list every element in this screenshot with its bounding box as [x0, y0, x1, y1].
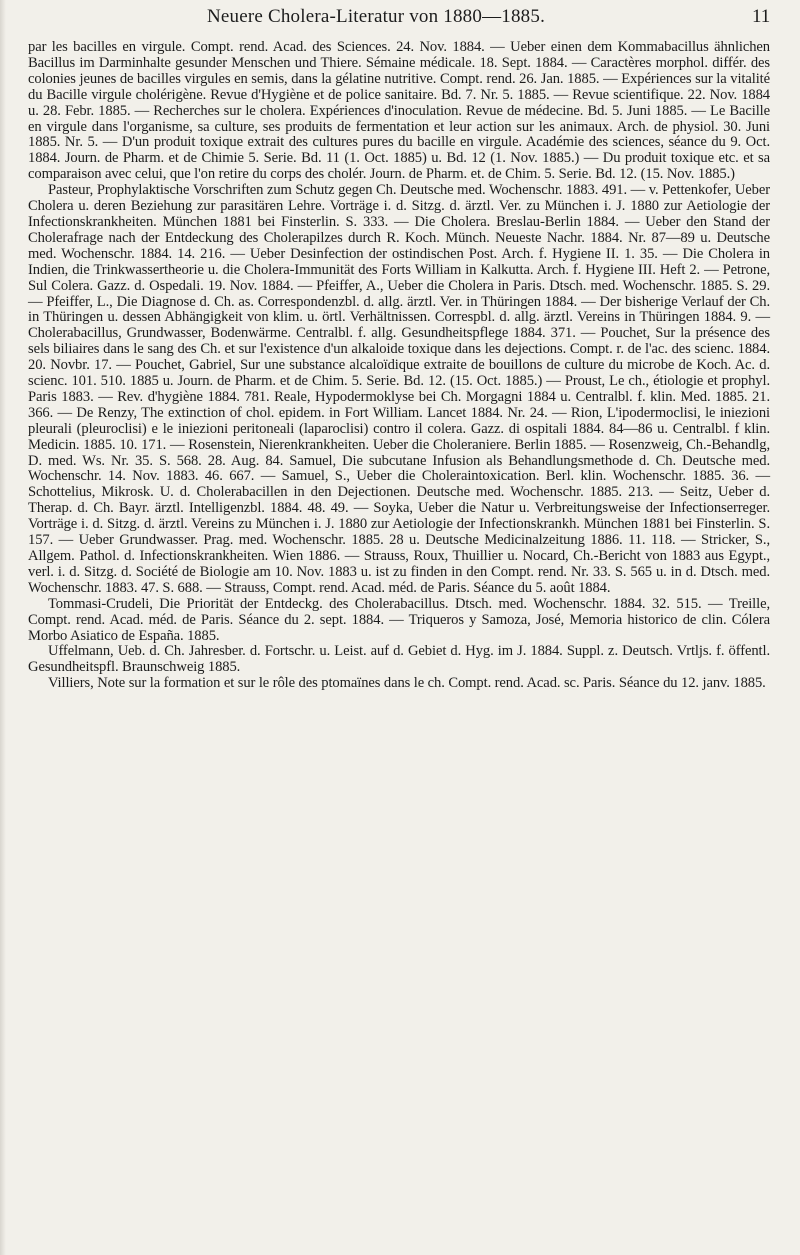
page-gutter-shadow — [0, 0, 6, 1255]
bibliography-paragraph: Pasteur, Prophylaktische Vorschriften zum Schutz gegen Ch. Deutsche med. Wochenschr. 1883. 491. — v. Pettenkofer, Ueber Cholera u. deren Beziehung zur parasitären Lehre. Vorträge i. d. Sitzg. d. ärztl. Ver. zu München i. J. 1880 zur Aetiologie der Infectionskrankheiten. München 1881 bei Finsterlin. S. 333. — Die Cholera. Breslau-Berlin 1884. — Ueber den Stand der Cholerafrage nach der Entdeckung des Cholerapilzes durch R. Koch. Münch. Neueste Nachr. 1884. Nr. 87—89 u. Deutsche med. Wochenschr. 1884. 14. 216. — Ueber Desinfection der ostindischen Post. Arch. f. Hygiene II. 1. 35. — Die Cholera in Indien, die Trinkwassertheorie u. die Cholera-Immunität des Forts William in Kalkutta. Arch. f. Hygiene III. Heft 2. — Petrone, Sul Colera. Gazz. d. Ospedali. 19. Nov. 1884. — Pfeiffer, A., Ueber die Cholera in Paris. Dtsch. med. Wochenschr. 1885. S. 29. — Pfeiffer, L., Die Diagnose d. Ch. as. Correspondenzbl. d. allg. ärztl. Ver. in Thüringen 1884. — Der bisherige Verlauf der Ch. in Thüringen u. dessen Abhängigkeit von klim. u. örtl. Verhältnissen. Correspbl. d. allg. ärztl. Vereins in Thüringen 1884. 9. — Cholerabacillus, Grundwasser, Bodenwärme. Centralbl. f. allg. Gesundheitspflege 1884. 371. — Pouchet, Sur la présence des sels biliaires dans le sang des Ch. et sur l'existence d'un alkaloide toxique dans les dejections. Compt. r. de l'ac. des scienc. 1884. 20. Novbr. 17. — Pouchet, Gabriel, Sur une substance alcaloïdique extraite de bouillons de culture du microbe de Koch. Ac. d. scienc. 101. 510. 1885 u. Journ. de Pharm. et de Chim. 5. Serie. Bd. 12. (15. Oct. 1885.) — Proust, Le ch., étiologie et prophyl. Paris 1883. — Rev. d'hygiène 1884. 781. Reale, Hypodermoklyse bei Ch. Morgagni 1884 u. Centralbl. f. klin. Med. 1885. 21. 366. — De Renzy, The extinction of chol. epidem. in Fort William. Lancet 1884. Nr. 24. — Rion, L'ipodermoclisi, le iniezioni pleurali (pleuroclisi) e le iniezioni peritoneali (laparoclisi) contro il colera. Gazz. di ospitali 1884. 84—86 u. Centralbl. f klin. Medicin. 1885. 10. 171. — Rosenstein, Nierenkrankheiten. Ueber die Choleraniere. Berlin 1885. — Rosenzweig, Ch.-Behandlg, D. med. Ws. Nr. 35. S. 568. 28. Aug. 84. Samuel, Die subcutane Infusion als Behandlungsmethode d. Ch. Deutsche med. Wochenschr. 14. Nov. 1883. 46. 667. — Samuel, S., Ueber die Choleraintoxication. Berl. klin. Wochenschr. 1885. 36. — Schottelius, Mikrosk. U. d. Cholerabacillen in den Dejectionen. Deutsche med. Wochenschr. 1885. 213. — Seitz, Ueber d. Therap. d. Ch. Bayr. ärztl. Intelligenzbl. 1884. 48. 49. — Soyka, Ueber die Natur u. Verbreitungsweise der Infectionserreger. Vorträge i. d. Sitzg. d. ärztl. Vereins zu München i. J. 1880 zur Aetiologie der Infectionskrankh. München 1881 bei Finsterlin. S. 157. — Ueber Grundwasser. Prag. med. Wochenschr. 1885. 28 u. Deutsche Medicinalzeitung 1886. 11. 118. — Stricker, S., Allgem. Pathol. d. Infectionskrankheiten. Wien 1886. — Strauss, Roux, Thuillier u. Nocard, Ch.-Bericht von 1883 aus Egypt., verl. i. d. Sitzg. d. Société de Biologie am 10. Nov. 1883 u. ist zu finden in den Compt. rend. Nr. 33. S. 565 u. in d. Dtsch. med. Wochenschr. 1883. 47. S. 688. — Strauss, Compt. rend. Acad. méd. de Paris. Séance du 5. août 1884. — [28, 182, 770, 596]
bibliography-paragraph: Uffelmann, Ueb. d. Ch. Jahresber. d. Fortschr. u. Leist. auf d. Gebiet d. Hyg. im J. 1884. Suppl. z. Deutsch. Vrtljs. f. öffentl. Gesundheitspfl. Braunschweig 1885. — [28, 643, 770, 676]
bibliography-paragraph: Tommasi-Crudeli, Die Priorität der Entdeckg. des Cholerabacillus. Dtsch. med. Wochenschr. 1884. 32. 515. — Treille, Compt. rend. Acad. méd. de Paris. Séance du 2. sept. 1884. — Triqueros y Samoza, José, Memoria historico de clin. Cólera Morbo Asiatico de España. 1885. — [28, 595, 770, 644]
bibliography-paragraph: Villiers, Note sur la formation et sur le rôle des ptomaïnes dans le ch. Compt. rend. Acad. sc. Paris. Séance du 12. janv. 1885. — [48, 675, 766, 692]
bibliography-text — [28, 40, 770, 692]
running-title: Neuere Cholera-Literatur von 1880—1885. — [206, 6, 546, 27]
bibliography-paragraph: par les bacilles en virgule. Compt. rend. Acad. des Sciences. 24. Nov. 1884. — Ueber einen dem Kommabacillus ähnlichen Bacillus im Darminhalte gesunder Menschen und Thiere. Sémaine médicale. 18. Sept. 1884. — Caractères morphol. différ. des colonies jeunes de bacilles virgules en semis, dans la gélatine nutritive. Compt. rend. 26. Jan. 1885. — Expériences sur la vitalité du Bacille virgule cholérigène. Revue d'Hygiène et de police sanitaire. Bd. 7. Nr. 5. 1885. — Revue scientifique. 22. Nov. 1884 u. 28. Febr. 1885. — Recherches sur le cholera. Expériences d'inoculation. Revue de médecine. Bd. 5. Juni 1885. — Le Bacille en virgule dans l'organisme, sa culture, ses produits de fermentation et leur action sur les animaux. Arch. de physiol. 30. Juni 1885. Nr. 5. — D'un produit toxique extrait des cultures pures du bacille en virgule. Académie des sciences, séance du 9. Oct. 1884. Journ. de Pharm. et de Chimie 5. Serie. Bd. 11 (1. Oct. 1885) u. Bd. 12 (1. Nov. 1885.) — Du produit toxique etc. et sa comparaison avec celui, que l'on retire du corps des cholér. Journ. de Pharm. et. de Chim. 5. Serie. Bd. 12. (15. Nov. 1885.) — [28, 39, 770, 183]
page-number: 11 — [752, 6, 771, 27]
